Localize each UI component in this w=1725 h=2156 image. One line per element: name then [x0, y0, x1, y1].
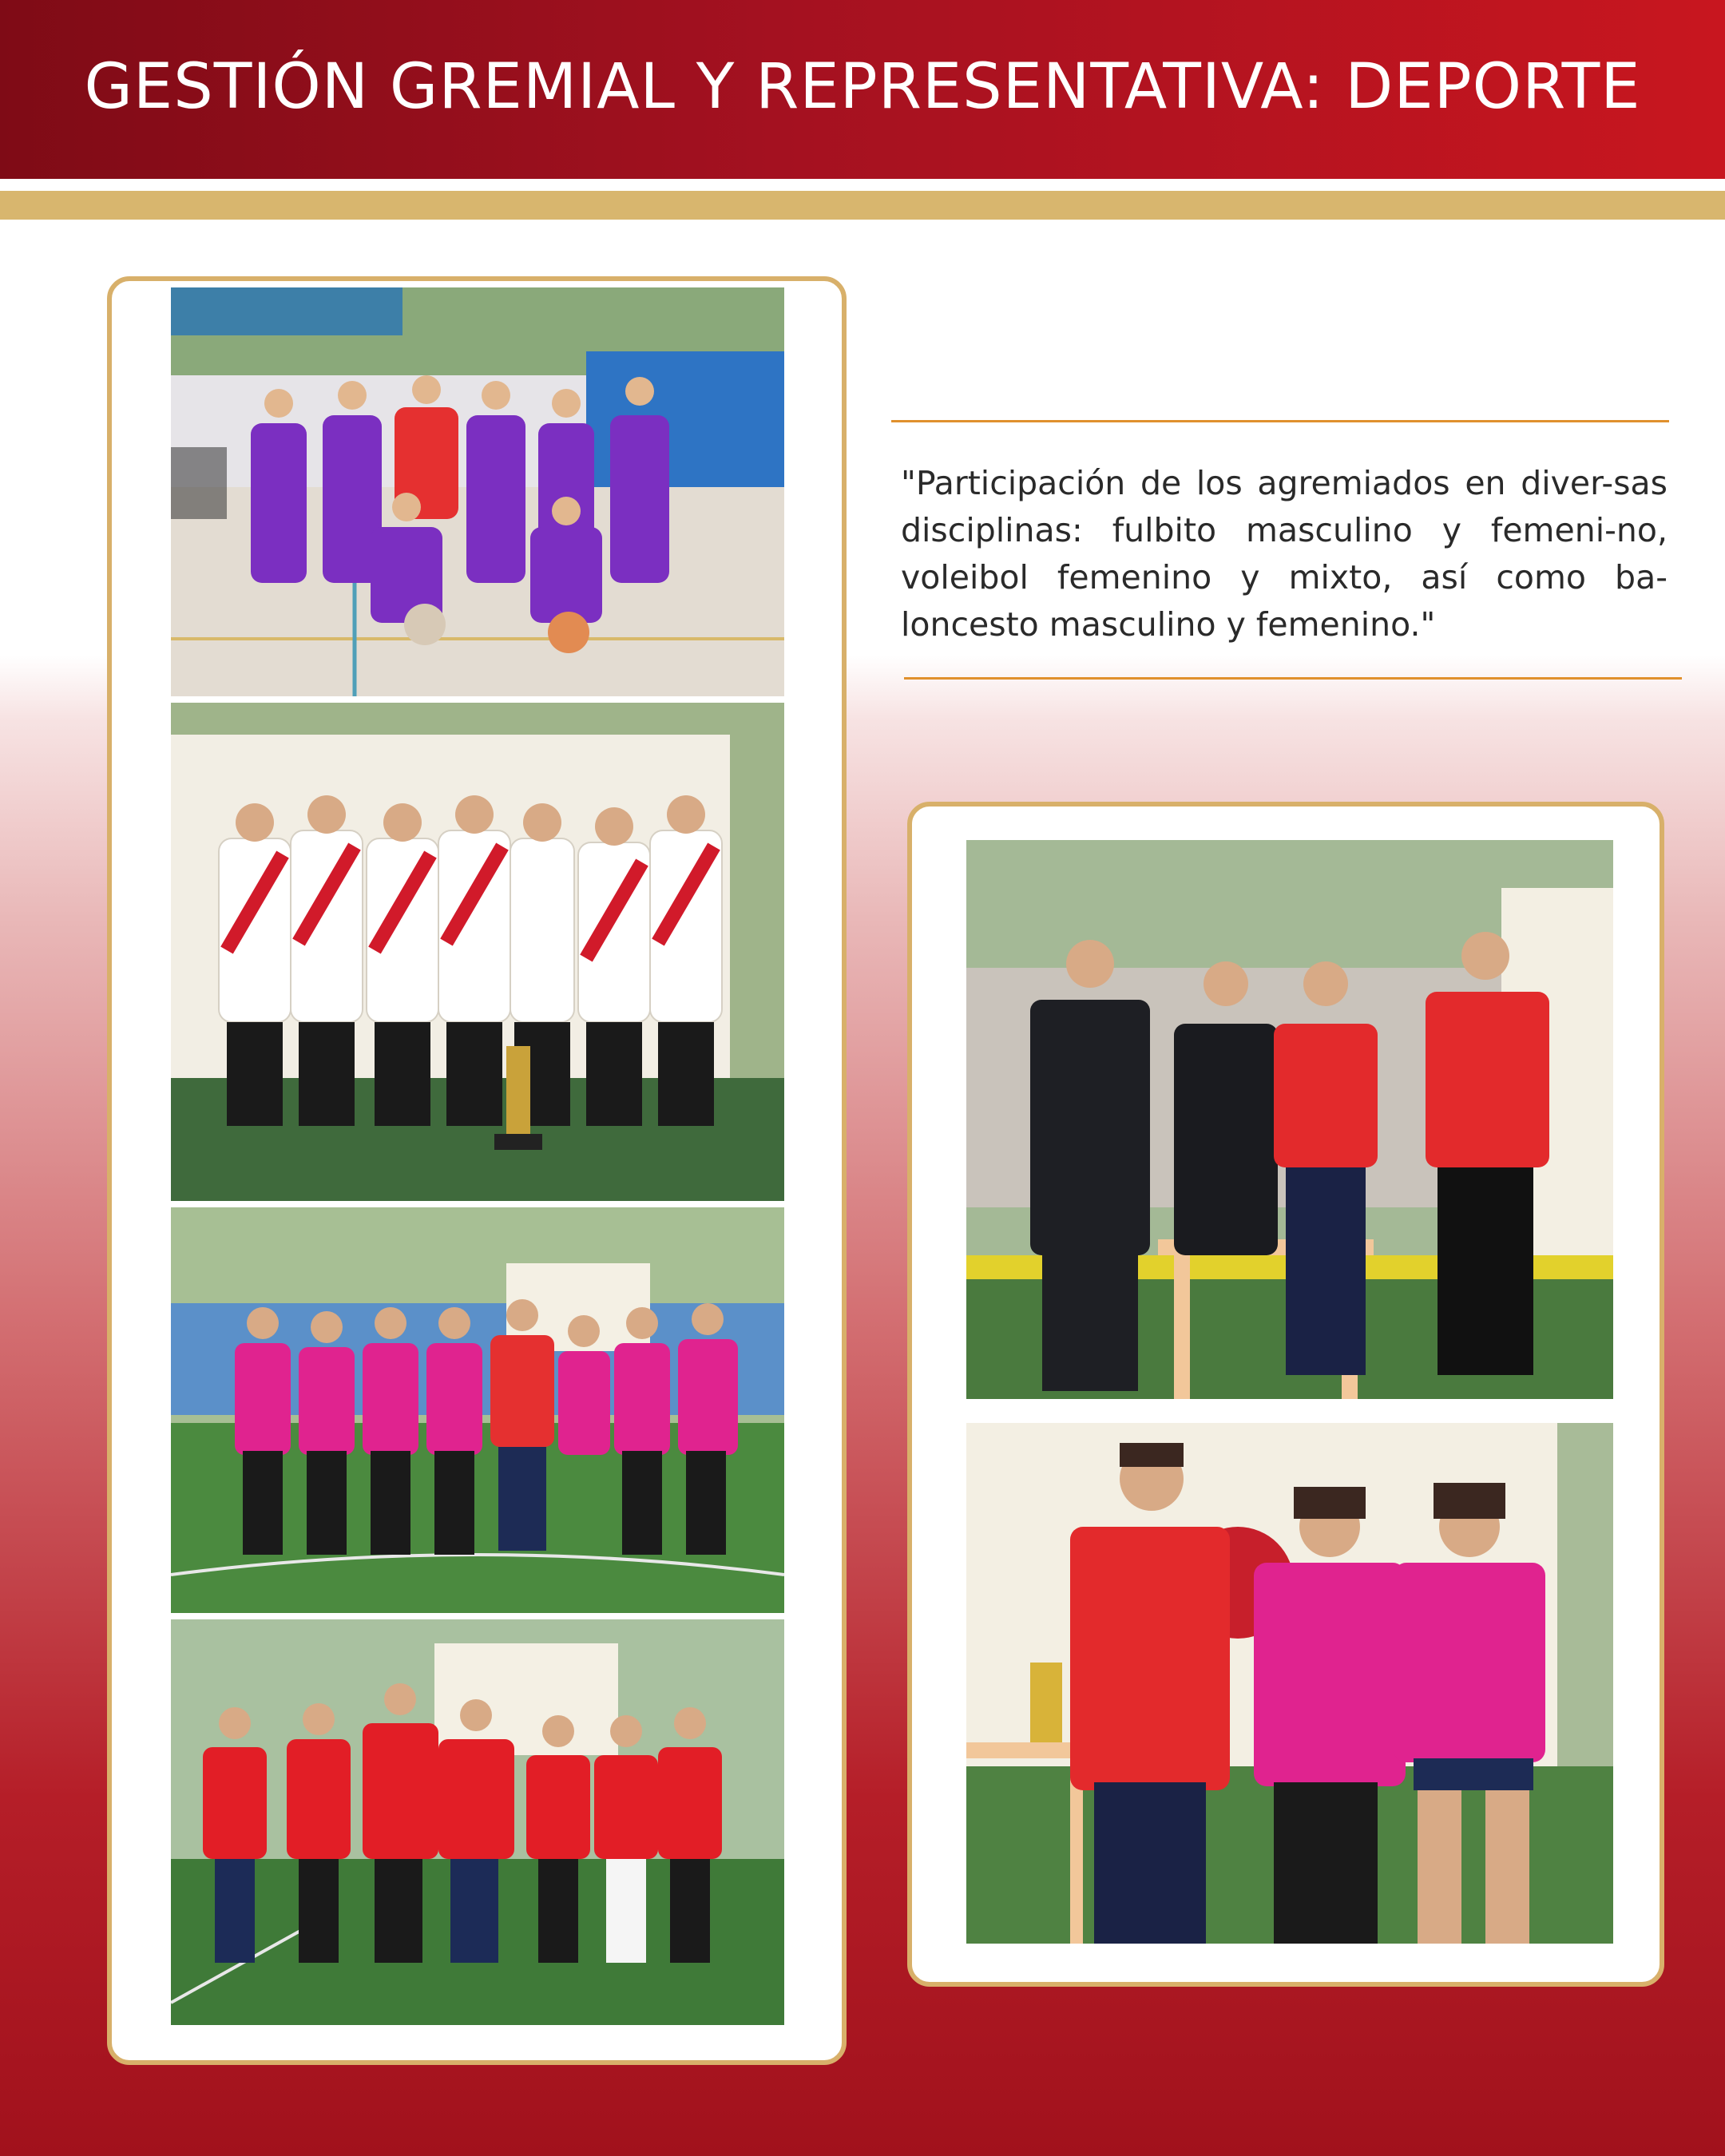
- photo-red-team: [171, 1619, 784, 2025]
- photo-basketball-team: [171, 287, 784, 696]
- page-header: [0, 0, 1725, 179]
- photo-womens-team-banner: [171, 703, 784, 1201]
- quote-bottom-rule: [904, 677, 1682, 680]
- photo-isi-team: [171, 1207, 784, 1613]
- photo-medal-ceremony: [966, 1423, 1613, 1944]
- photo-trophy-table: [966, 840, 1613, 1399]
- page-title: GESTIÓN GREMIAL Y REPRESENTATIVA: DEPORTE: [84, 51, 1641, 123]
- quote-text: "Participación de los agremiados en diver-sas disciplinas: fulbito masculino y femeni-no, voleibol femenino y mixto, así como ba-loncesto masculino y femenino.": [901, 464, 1668, 644]
- gold-divider-band: [0, 191, 1725, 220]
- quote-top-rule: [891, 420, 1669, 422]
